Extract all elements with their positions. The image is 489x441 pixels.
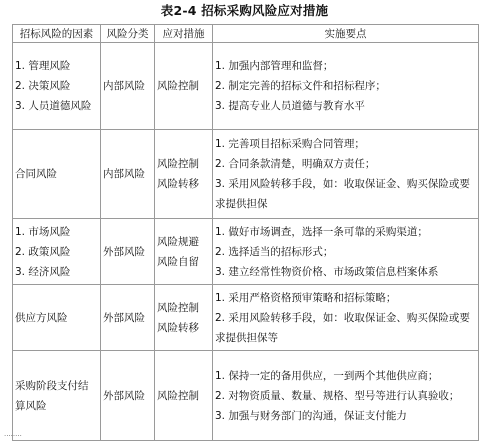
implementation-point: 1. 保持一定的备用供应，一到两个其他供应商； bbox=[215, 369, 439, 382]
implementation-points-cell bbox=[213, 285, 479, 351]
risk-factors-cell bbox=[13, 130, 101, 219]
response-measures-cell bbox=[155, 130, 213, 219]
implementation-points-cell bbox=[213, 43, 479, 130]
response-measures-cell bbox=[155, 351, 213, 441]
response-measure: 风险自留 bbox=[157, 255, 199, 268]
response-measures-cell bbox=[155, 219, 213, 285]
response-measure: 风险控制 bbox=[157, 80, 199, 92]
implementation-point: 3. 加强与财务部门的沟通，保证支付能力 bbox=[215, 409, 407, 422]
response-measures-cell bbox=[155, 285, 213, 351]
risk-factors-cell bbox=[13, 43, 101, 130]
table-title: 表2-4 招标采购风险应对措施 bbox=[160, 3, 329, 18]
table-row bbox=[13, 130, 479, 219]
implementation-point: 2. 对物资质量、数量、规格、型号等进行认真验收； bbox=[215, 389, 460, 402]
risk-category-cell bbox=[101, 285, 155, 351]
header-risk-category: 风险分类 bbox=[101, 25, 155, 43]
table-row bbox=[13, 351, 479, 441]
table-row bbox=[13, 285, 479, 351]
implementation-points-cell bbox=[213, 219, 479, 285]
response-measure: 风险控制 bbox=[157, 301, 199, 314]
risk-factor: 2. 决策风险 bbox=[15, 80, 71, 92]
risk-category: 外部风险 bbox=[103, 245, 145, 258]
risk-factors-cell bbox=[13, 351, 101, 441]
page-footer-mark: ........ bbox=[4, 430, 22, 438]
risk-factor: 2. 政策风险 bbox=[15, 245, 71, 258]
response-measure: 风险控制 bbox=[157, 389, 199, 402]
implementation-point: 3. 提高专业人员道德与教育水平 bbox=[215, 100, 365, 112]
risk-factor: 1. 市场风险 bbox=[15, 225, 71, 238]
table-row bbox=[13, 219, 479, 285]
risk-category: 外部风险 bbox=[103, 389, 145, 402]
response-measure: 风险规避 bbox=[157, 235, 199, 248]
risk-category: 内部风险 bbox=[103, 168, 145, 180]
risk-factor: 1. 管理风险 bbox=[15, 60, 71, 72]
risk-category-cell bbox=[101, 351, 155, 441]
header-response-measures: 应对措施 bbox=[155, 25, 213, 43]
implementation-point: 1. 完善项目招标采购合同管理； bbox=[215, 138, 365, 150]
implementation-points-cell bbox=[213, 351, 479, 441]
implementation-point: 1. 做好市场调查，选择一条可靠的采购渠道； bbox=[215, 225, 428, 238]
table-header-row bbox=[13, 25, 479, 43]
implementation-point: 1. 加强内部管理和监督； bbox=[215, 60, 334, 72]
implementation-points-cell bbox=[213, 130, 479, 219]
risk-category-cell bbox=[101, 219, 155, 285]
implementation-point: 1. 采用严格资格预审策略和招标策略； bbox=[215, 291, 397, 304]
risk-factors-cell bbox=[13, 219, 101, 285]
response-measures-cell bbox=[155, 43, 213, 130]
risk-category-cell bbox=[101, 130, 155, 219]
header-implementation-points: 实施要点 bbox=[213, 25, 479, 43]
implementation-point: 2. 合同条款清楚，明确双方责任； bbox=[215, 158, 376, 170]
risk-factor: 采购阶段支付结算风险 bbox=[15, 379, 89, 412]
response-measure: 风险转移 bbox=[157, 178, 199, 190]
response-measure: 风险转移 bbox=[157, 321, 199, 334]
risk-factor: 供应方风险 bbox=[15, 311, 68, 324]
risk-category: 外部风险 bbox=[103, 311, 145, 324]
risk-factor: 合同风险 bbox=[15, 168, 57, 180]
implementation-point: 3. 建立经常性物资价格、市场政策信息档案体系 bbox=[215, 265, 439, 278]
header-risk-factors: 招标风险的因素 bbox=[13, 25, 101, 43]
implementation-point: 3. 采用风险转移手段，如：收取保证金、购买保险或要求提供担保 bbox=[215, 178, 470, 210]
risk-factor: 3. 经济风险 bbox=[15, 265, 71, 278]
risk-factor: 3. 人员道德风险 bbox=[15, 100, 92, 112]
risk-factors-cell bbox=[13, 285, 101, 351]
implementation-point: 2. 制定完善的招标文件和招标程序； bbox=[215, 80, 386, 92]
table-row bbox=[13, 43, 479, 130]
implementation-point: 2. 选择适当的招标形式； bbox=[215, 245, 334, 258]
risk-response-table bbox=[12, 24, 479, 441]
implementation-point: 2. 采用风险转移手段，如：收取保证金、购买保险或要求提供担保等 bbox=[215, 311, 470, 344]
response-measure: 风险控制 bbox=[157, 158, 199, 170]
risk-category: 内部风险 bbox=[103, 80, 145, 92]
risk-category-cell bbox=[101, 43, 155, 130]
